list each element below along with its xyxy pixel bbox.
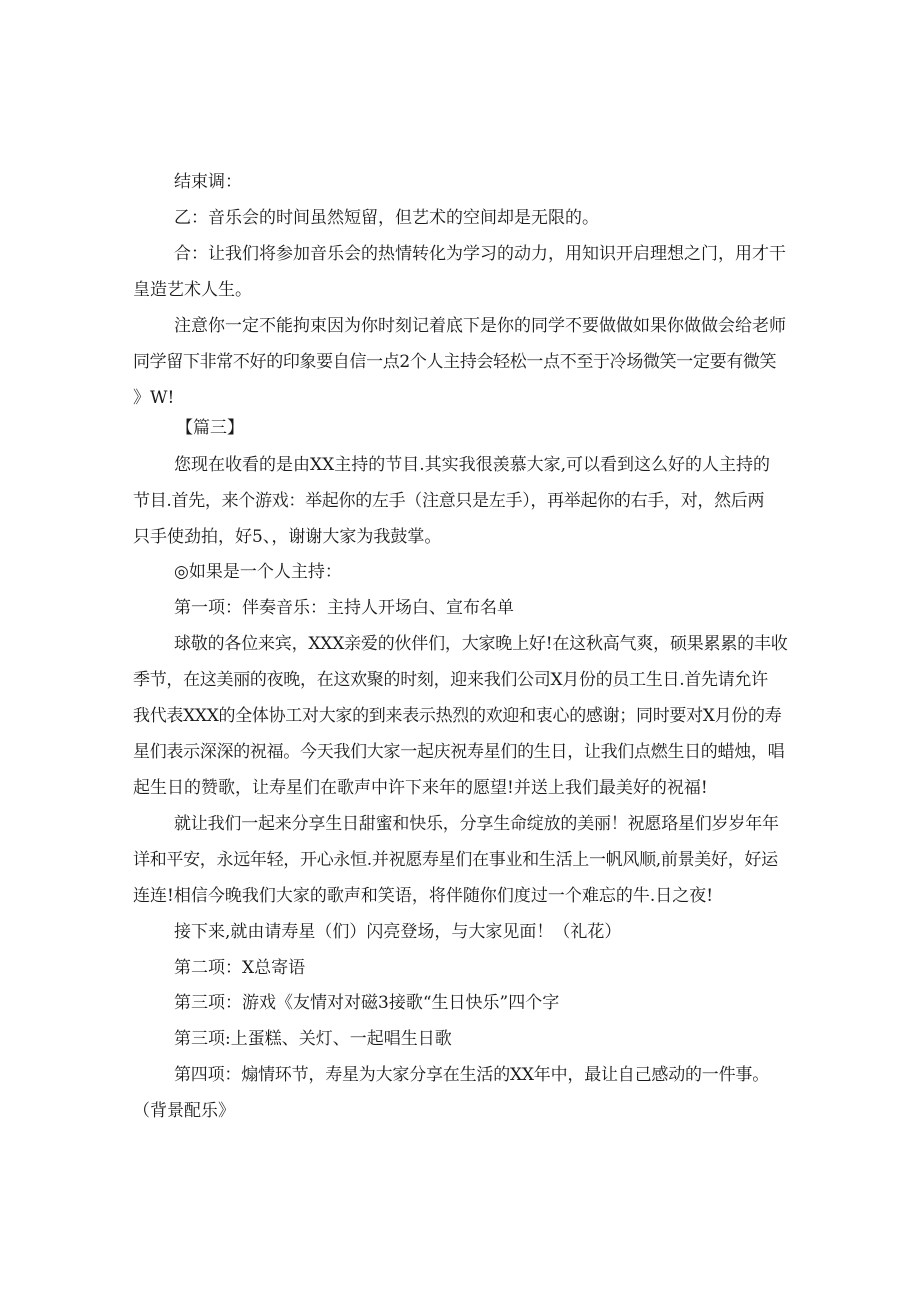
paragraph-line: 合：让我们将参加音乐会的热情转化为学习的动力，用知识开启理想之门，用才干 <box>174 244 786 264</box>
paragraph-line: 皇造艺术人生。 <box>133 280 252 300</box>
paragraph-line: 只手使劲拍，好5、，谢谢大家为我鼓掌。 <box>133 527 442 547</box>
paragraph-line: 》W! <box>133 388 175 408</box>
paragraph-line: 星们表示深深的祝福。今天我们大家一起庆祝寿星们的生日，让我们点燃生日的蜡烛，唱 <box>133 742 785 762</box>
paragraph-line: 第三项:上蛋糕、关灯、一起唱生日歌 <box>174 1029 452 1049</box>
paragraph-line: 球敬的各位来宾，XXX亲爱的伙伴们，大家晚上好!在这秋高气爽，硕果累累的丰收 <box>174 634 788 654</box>
paragraph-line: 连连!相信今晚我们大家的歌声和笑语，将伴随你们度过一个难忘的牛.日之夜! <box>133 886 714 906</box>
paragraph-line: 节目.首先，来个游戏：举起你的左手（注意只是左手），再举起你的右手，对，然后两 <box>133 491 765 511</box>
paragraph-line: 注意你一定不能拘束因为你时刻记着底下是你的同学不要做做如果你做做会给老师 <box>174 316 786 336</box>
paragraph-line: 第三项：游戏《友情对对磁3接歌“生日快乐”四个字 <box>174 993 560 1013</box>
paragraph-line: 起生日的赞歌，让寿星们在歌声中许下来年的愿望!并送上我们最美好的祝福! <box>133 778 708 798</box>
paragraph-line: 第二项：X总寄语 <box>174 958 306 978</box>
section-heading: 【篇三】 <box>176 418 244 438</box>
paragraph-line: 详和平安，永远年轻，开心永恒.并祝愿寿星们在事业和生活上一帆风顺,前景美好，好运 <box>133 850 778 870</box>
heading-ending: 结束调： <box>174 172 242 192</box>
paragraph-line: （背景配乐》 <box>133 1101 235 1121</box>
paragraph-line: 就让我们一起来分享生日甜蜜和快乐，分享生命绽放的美丽！祝愿珞星们岁岁年年 <box>174 814 779 834</box>
paragraph-line: 我代表XXX的全体协工对大家的到来表示热烈的欢迎和衷心的感谢；同时要对X月份的寿 <box>133 706 782 726</box>
paragraph-line: 第四项：煽情环节，寿星为大家分享在生活的XX年中，最让自己感动的一件事。 <box>174 1065 770 1085</box>
paragraph-line: 季节，在这美丽的夜晚，在这欢聚的时刻，迎来我们公司X月份的员工生日.首先请允许 <box>133 670 768 690</box>
paragraph-line: 同学留下非常不好的印象要自信一点2个人主持会轻松一点不至于冷场微笑一定要有微笑 <box>133 352 777 372</box>
paragraph-line: 乙：音乐会的时间虽然短留，但艺术的空间却是无限的。 <box>174 208 599 228</box>
paragraph-line: 接下来,就由请寿星（们）闪亮登场，与大家见面！（礼花） <box>174 922 622 942</box>
paragraph-line: 第一项：伴奏音乐：主持人开场白、宣布名单 <box>174 598 514 618</box>
paragraph-line: ◎如果是一个人主持： <box>174 562 342 582</box>
paragraph-line: 您现在收看的是由XX主持的节目.其实我很羡慕大家,可以看到这么好的人主持的 <box>174 455 771 475</box>
